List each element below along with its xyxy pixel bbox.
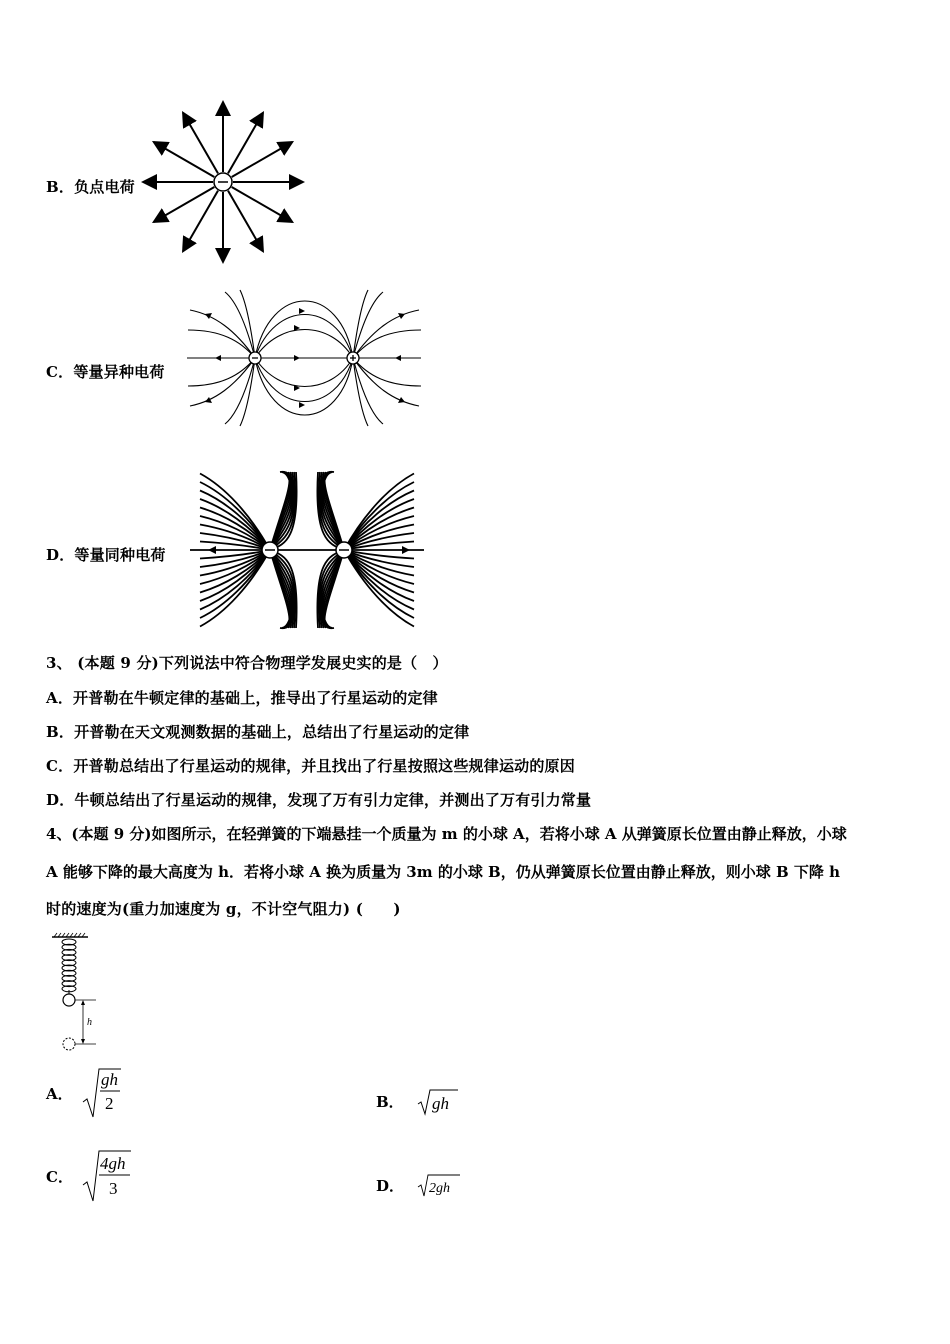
like-charges-figure bbox=[188, 466, 428, 628]
q4-option-d-label: D． bbox=[376, 1176, 405, 1195]
q3-option-d: D．牛顿总结出了行星运动的规律，发现了万有引力定律，并测出了万有引力常量 bbox=[46, 791, 592, 809]
q4-stem-line2: A 能够下降的最大高度为 h．若将小球 A 换为质量为 3m 的小球 B，仍从弹簧原长位置由静止释放，则小球 B 下降 h bbox=[46, 863, 840, 881]
field-line bbox=[154, 142, 215, 177]
q4-option-c-math bbox=[81, 1149, 133, 1203]
svg-text:2: 2 bbox=[104, 1094, 114, 1113]
negative-point-charge-figure bbox=[138, 100, 308, 265]
option-b-label: B．负点电荷 bbox=[46, 178, 135, 196]
q4-option-c bbox=[46, 1150, 133, 1202]
q3-option-a: A．开普勒在牛顿定律的基础上，推导出了行星运动的定律 bbox=[46, 689, 438, 707]
opposite-charges-figure bbox=[185, 290, 425, 430]
field-line bbox=[183, 191, 218, 252]
field-line bbox=[228, 191, 263, 252]
field-line bbox=[183, 113, 218, 174]
q3-stem: 3、 (本题 9 分)下列说法中符合物理学发展史实的是（ ） bbox=[46, 654, 448, 672]
q4-stem-line3: 时的速度为(重力加速度为 g，不计空气阻力) ( ) bbox=[46, 900, 401, 918]
q3-option-c: C．开普勒总结出了行星运动的规律，并且找出了行星按照这些规律运动的原因 bbox=[46, 757, 575, 775]
q4-option-a-label: A． bbox=[46, 1084, 73, 1103]
height-label: h bbox=[87, 1017, 92, 1028]
q4-option-a-math bbox=[81, 1067, 123, 1119]
q4-option-a bbox=[46, 1068, 123, 1118]
q4-option-b bbox=[376, 1086, 460, 1116]
q4-option-b-label: B． bbox=[376, 1092, 404, 1111]
svg-text:gh: gh bbox=[100, 1070, 118, 1089]
q4-option-d-math bbox=[416, 1172, 462, 1198]
svg-text:3: 3 bbox=[108, 1179, 118, 1198]
option-c-label: C．等量异种电荷 bbox=[46, 363, 165, 381]
field-line bbox=[232, 187, 293, 222]
q4-option-c-label: C． bbox=[46, 1167, 73, 1186]
option-d-label: D．等量同种电荷 bbox=[46, 546, 166, 564]
q4-option-b-math bbox=[416, 1086, 460, 1116]
q4-option-d bbox=[376, 1172, 462, 1198]
svg-text:gh: gh bbox=[431, 1094, 449, 1113]
field-line bbox=[228, 113, 263, 174]
spring-figure bbox=[48, 932, 108, 1057]
q4-stem-line1: 4、(本题 9 分)如图所示，在轻弹簧的下端悬挂一个质量为 m 的小球 A，若将小球 A 从弹簧原长位置由静止释放，小球 bbox=[46, 825, 847, 843]
field-line bbox=[232, 142, 293, 177]
svg-text:2gh: 2gh bbox=[429, 1181, 451, 1196]
q3-option-b: B．开普勒在天文观测数据的基础上，总结出了行星运动的定律 bbox=[46, 723, 470, 741]
svg-text:4gh: 4gh bbox=[99, 1154, 126, 1173]
field-line bbox=[154, 187, 215, 222]
